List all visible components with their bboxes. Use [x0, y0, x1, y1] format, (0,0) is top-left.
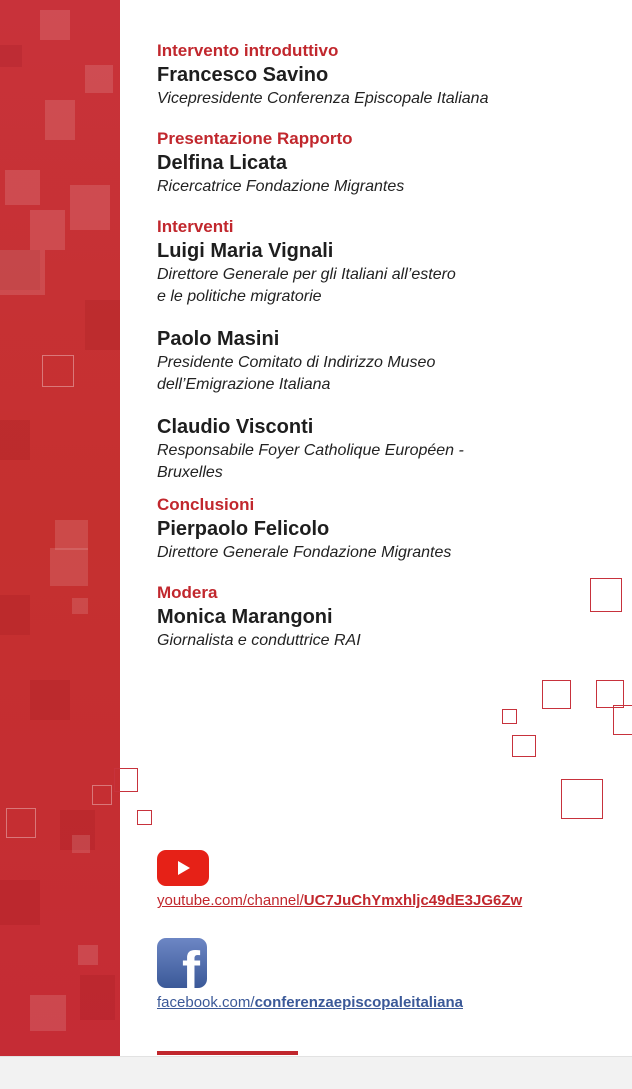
- sidebar-square: [85, 300, 120, 350]
- decorative-sidebar: [0, 0, 120, 1056]
- facebook-link[interactable]: facebook.com/conferenzaepiscopaleitaliana: [157, 994, 463, 1011]
- sidebar-square: [55, 520, 88, 550]
- sidebar-square: [0, 250, 45, 295]
- sidebar-square: [40, 10, 70, 40]
- youtube-icon[interactable]: [157, 850, 209, 886]
- speaker-role: dell’Emigrazione Italiana: [157, 376, 331, 393]
- speaker-role: Vicepresidente Conferenza Episcopale Italiana: [157, 90, 489, 107]
- speaker-name: Luigi Maria Vignali: [157, 240, 334, 262]
- speaker-name: Claudio Visconti: [157, 416, 314, 438]
- section-heading: Intervento introduttivo: [157, 41, 339, 60]
- speaker-name: Pierpaolo Felicolo: [157, 518, 330, 540]
- decorative-square: [613, 705, 632, 735]
- youtube-link[interactable]: youtube.com/channel/UC7JuChYmxhljc49dE3JG6Zw: [157, 892, 523, 909]
- sidebar-square: [30, 210, 65, 250]
- speaker-name: Monica Marangoni: [157, 606, 333, 628]
- sidebar-square: [0, 45, 22, 67]
- speaker-name: Francesco Savino: [157, 64, 329, 86]
- speaker-role: Responsabile Foyer Catholique Européen -: [157, 442, 464, 459]
- sidebar-square: [92, 785, 112, 805]
- program-list: [157, 40, 617, 652]
- decorative-square: [512, 735, 536, 757]
- sidebar-square: [85, 65, 113, 93]
- page-footer-strip: [0, 1056, 632, 1089]
- decorative-square: [502, 709, 517, 724]
- sidebar-square: [6, 808, 36, 838]
- sidebar-square: [45, 100, 75, 140]
- speaker-name: Delfina Licata: [157, 152, 288, 174]
- facebook-icon[interactable]: f: [157, 938, 207, 988]
- youtube-block: [157, 850, 522, 909]
- sidebar-square: [0, 420, 30, 460]
- section-heading: Presentazione Rapporto: [157, 129, 353, 148]
- decorative-square: [137, 810, 152, 825]
- sidebar-square: [0, 880, 40, 925]
- section-intervento-introduttivo: [157, 40, 617, 110]
- sidebar-square: [30, 995, 66, 1031]
- section-interventi: [157, 216, 617, 484]
- speaker-role: Giornalista e conduttrice RAI: [157, 632, 361, 649]
- section-conclusioni: [157, 494, 617, 564]
- section-presentazione-rapporto: [157, 128, 617, 198]
- section-heading: Interventi: [157, 217, 234, 236]
- speaker-name: Paolo Masini: [157, 328, 280, 350]
- speaker-role: Ricercatrice Fondazione Migrantes: [157, 178, 405, 195]
- sidebar-square: [42, 355, 74, 387]
- speaker-role: Presidente Comitato di Indirizzo Museo: [157, 354, 436, 371]
- section-heading: Modera: [157, 583, 218, 602]
- speaker-role: e le politiche migratorie: [157, 288, 322, 305]
- section-heading: Conclusioni: [157, 495, 255, 514]
- sidebar-square: [0, 595, 30, 635]
- sidebar-square: [78, 945, 98, 965]
- speaker-role: Bruxelles: [157, 464, 223, 481]
- sidebar-square: [50, 548, 88, 586]
- speaker-role: Direttore Generale per gli Italiani all’estero: [157, 266, 456, 283]
- decorative-square: [542, 680, 571, 709]
- sidebar-square: [72, 598, 88, 614]
- sidebar-square: [70, 185, 110, 230]
- decorative-square: [114, 768, 138, 792]
- decorative-square: [596, 680, 624, 708]
- sidebar-square: [80, 975, 115, 1020]
- decorative-square: [561, 779, 603, 819]
- sidebar-square: [30, 680, 70, 720]
- speaker-role: Direttore Generale Fondazione Migrantes: [157, 544, 452, 561]
- sidebar-square: [72, 835, 90, 853]
- facebook-block: [157, 938, 463, 1011]
- bottom-rule: [157, 1051, 298, 1055]
- section-modera: [157, 582, 617, 652]
- sidebar-square: [5, 170, 40, 205]
